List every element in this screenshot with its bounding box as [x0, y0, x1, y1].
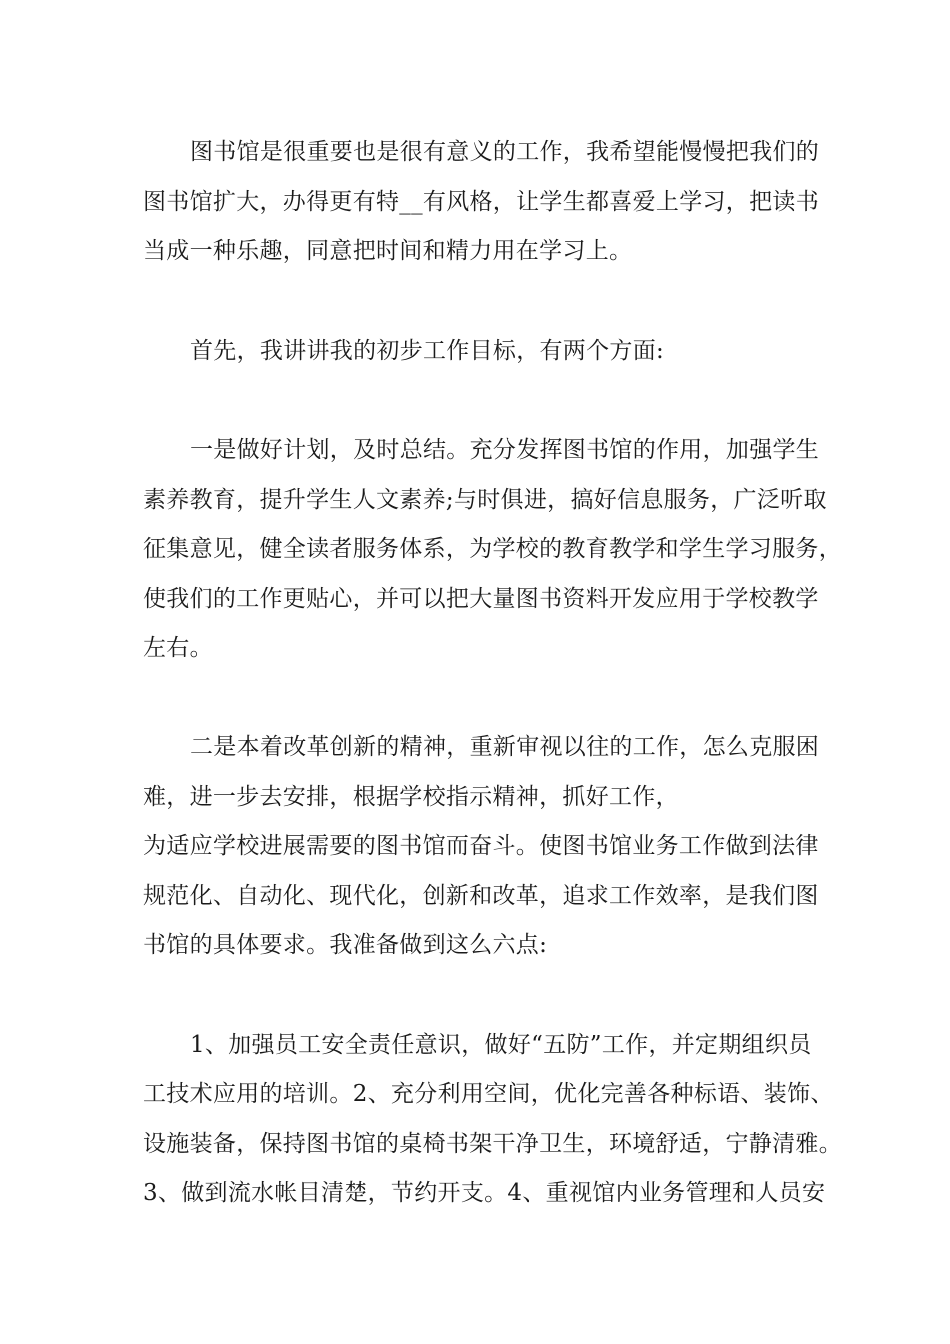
paragraph-5-line-4: 3、做到流水帐目清楚，节约开支。4、重视馆内业务管理和人员安 — [143, 1180, 826, 1206]
paragraph-3-line-5: 左右。 — [143, 635, 213, 661]
paragraph-3-line-4: 使我们的工作更贴心，并可以把大量图书资料开发应用于学校教学 — [143, 586, 819, 612]
paragraph-2-line-1: 首先，我讲讲我的初步工作目标，有两个方面: — [190, 338, 665, 364]
paragraph-5-line-3: 设施装备，保持图书馆的桌椅书架干净卫生，环境舒适，宁静清雅。 — [143, 1131, 842, 1157]
paragraph-3-line-2: 素养教育，提升学生人文素养;与时俱进，搞好信息服务，广泛听取 — [143, 487, 827, 513]
paragraph-1-line-1: 图书馆是很重要也是很有意义的工作，我希望能慢慢把我们的 — [190, 139, 820, 165]
paragraph-4-line-1: 二是本着改革创新的精神，重新审视以往的工作，怎么克服困 — [190, 734, 820, 760]
paragraph-4-line-2: 难，进一步去安排，根据学校指示精神，抓好工作， — [143, 784, 679, 810]
paragraph-1-line-3: 当成一种乐趣，同意把时间和精力用在学习上。 — [143, 238, 633, 264]
paragraph-5-line-2: 工技术应用的培训。2、充分利用空间，优化完善各种标语、装饰、 — [143, 1081, 834, 1107]
paragraph-4-line-3: 为适应学校进展需要的图书馆而奋斗。使图书馆业务工作做到法律 — [143, 833, 819, 859]
paragraph-5-line-1: 1、加强员工安全责任意识，做好“五防”工作，并定期组织员 — [190, 1032, 812, 1058]
paragraph-1-line-2: 图书馆扩大，办得更有特__有风格，让学生都喜爱上学习，把读书 — [143, 189, 819, 215]
paragraph-3-line-1: 一是做好计划，及时总结。充分发挥图书馆的作用，加强学生 — [190, 437, 820, 463]
paragraph-4-line-4: 规范化、自动化、现代化，创新和改革，追求工作效率，是我们图 — [143, 883, 819, 909]
paragraph-3-line-3: 征集意见，健全读者服务体系，为学校的教育教学和学生学习服务， — [143, 536, 842, 562]
paragraph-4-line-5: 书馆的具体要求。我准备做到这么六点: — [143, 932, 548, 958]
